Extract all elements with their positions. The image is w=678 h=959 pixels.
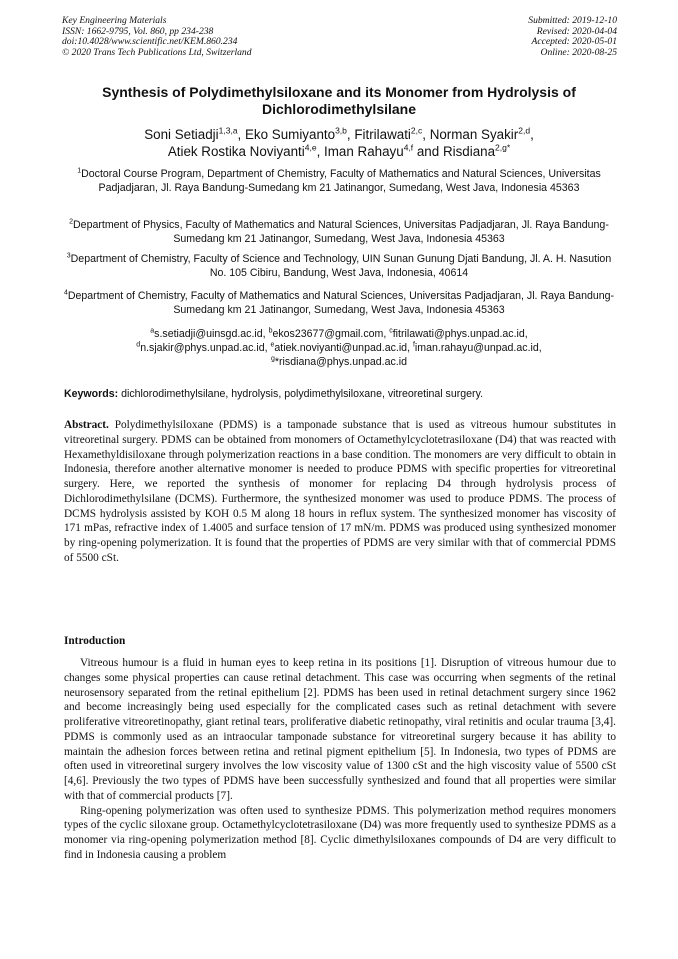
affiliation-1: [58, 168, 620, 195]
author: Fitrilawati$^{2,c}$,: [354, 125, 430, 142]
date-submitted: Submitted: 2019-12-10: [528, 15, 617, 26]
affiliation-number: 4: [63, 289, 68, 297]
author: Soni Setiadji$^{1,3,a}$,: [144, 125, 245, 142]
date-accepted: Accepted: 2020-05-01: [531, 36, 617, 48]
affiliation-text: Department of Chemistry, Faculty of Science and Technology, UIN Sunan Gunung Djati Bandung, Jl. A. H. Nasution No. 105 Cibiru, Bandung, West Java, Indonesia, 40614: [70, 253, 612, 279]
email-line: $^d$n.sjakir@phys.unpad.ac.id, $^e$atiek.noviyanti@unpad.ac.id, $^f$iman.rahayu@unpad.ac.id,: [136, 341, 542, 354]
affiliation-number: 3: [66, 252, 71, 260]
author-affiliation-mark: 2,g*: [495, 142, 511, 153]
keywords: [64, 388, 620, 401]
affiliation-3: [58, 253, 620, 280]
email-line: $^g$*risdiana@phys.unpad.ac.id: [271, 355, 407, 368]
date-revised: Revised: 2020-04-04: [536, 25, 617, 37]
email-line: $^a$s.setiadji@uinsgd.ac.id, $^b$ekos23677@gmail.com, $^c$fitrilawati@phys.unpad.ac.id,: [150, 327, 528, 340]
publication-dates: [528, 16, 617, 58]
journal-issn: ISSN: 1662-9795, Vol. 860, pp 234-238: [62, 25, 214, 37]
author: Atiek Rostika Noviyanti$^{4,e}$,: [167, 142, 325, 159]
keywords-label: Keywords:: [64, 388, 119, 400]
email-link[interactable]: atiek.noviyanti@unpad.ac.id: [274, 342, 408, 354]
author-affiliation-mark: 2,d: [518, 125, 531, 136]
author-name: Risdiana: [442, 144, 496, 159]
section-heading-introduction: Introduction: [64, 635, 126, 647]
affiliation-text: Doctoral Course Program, Department of Chemistry, Faculty of Mathematics and Natural Sciences, Universitas Padjadjaran, Jl. Raya Bandung-Sumedang km 21 Jatinangor, Sumedang, West Java, Indonesia 45363: [81, 168, 601, 194]
author-list: [50, 126, 628, 160]
affiliation-number: 1: [77, 167, 82, 175]
keywords-text: dichlorodimethylsilane, hydrolysis, polydimethylsiloxane, vitreoretinal surgery.: [121, 388, 484, 400]
author-affiliation-mark: 1,3,a: [218, 125, 238, 136]
author: Norman Syakir$^{2,d}$,: [429, 125, 534, 142]
journal-info: [62, 16, 252, 58]
author-name: Atiek Rostika Noviyanti: [167, 144, 305, 159]
author: Eko Sumiyanto$^{3,b}$,: [245, 125, 355, 142]
affiliation-text: Department of Physics, Faculty of Mathematics and Natural Sciences, Universitas Padjadjaran, Jl. Raya Bandung-Sumedang km 21 Jatinangor, Sumedang, West Java, Indonesia 45363: [73, 219, 609, 245]
paragraph: Vitreous humour is a fluid in human eyes to keep retina in its positions [1]. Disruption of vitreous humour due to changes some physical properties can cause retinal detachment. This case was occurring when segments of the retinal neurosensory separated from the retinal epithelium [2]. PDMS has been used in retinal detachment surgery since 1962 and become increasingly being used especially for the complicated cases such as retinal detachment with severe proliferative vitreoretinopathy, giant retinal tears, proliferative diabetic retinopathy, viral retinitis and ocular trauma [3,4]. PDMS is commonly used as an intraocular tamponade substance for vitreoretinal surgery because it has ability to maintain the adhesion forces between retina and retinal pigment epithelium [5]. In Indonesia, two types of PDMS are often used in vitreoretinal surgery involves the low viscosity value of 1300 cSt and the high viscosity value of 5500 cSt [4,6]. Previously the two types of PDMS have been successfully synthesized and found that all properties were similar with that of commercial products [7].: [64, 657, 616, 802]
author: Iman Rahayu$^{4,f}$ and: [324, 142, 443, 159]
abstract-label: Abstract.: [64, 419, 109, 431]
affiliation-number: 2: [69, 218, 74, 226]
paragraph: Ring-opening polymerization was often used to synthesize PDMS. This polymerization method requires monomers types of the cyclic siloxane group. Octamethylcyclotetrasiloxane (D4) was more frequently used to synthesize PDMS as a monomer via ring-opening polymerization method [8]. Cyclic dimethylsiloxanes compounds of D4 are very difficult to find in Indonesia causing a problem: [64, 804, 616, 861]
email-link[interactable]: iman.rahayu@unpad.ac.id: [414, 342, 539, 354]
affiliation-2: [58, 219, 620, 246]
author-name: Norman Syakir: [429, 127, 519, 142]
author: [443, 144, 510, 159]
author-affiliation-mark: 4,e: [304, 142, 317, 153]
author-name: Soni Setiadji: [144, 127, 219, 142]
author-name: Eko Sumiyanto: [245, 127, 336, 142]
abstract-text: Polydimethylsiloxane (PDMS) is a tamponade substance that is used as vitreous humour substitutes in vitreoretinal surgery. PDMS can be obtained from monomers of Octamethylcyclotetrasiloxane (D4) that was reacted with Hexamethyldisiloxane through polymerization reactions in a base condition. The monomers are very difficult to obtain in Indonesia, therefore another alternative monomer is needed to produce PDMS with specific properties for vitreoretinal surgery. Here, we reported the synthesis of monomer for replacing D4 through hydrolysis process of Dichlorodimethylsilane (DCMS). Furthermore, the synthesized monomer was used to produce PDMS. The process of DCMS hydrolysis assisted by KOH 0.5 M along 18 hours in reflux system. The synthesized monomer has viscosity of 171 mPas, refractive index of 1.4005 and surface tension of 17 mN/m. PDMS was produced using synthesized monomer by ring-opening polymerization. It is found that the properties of PDMS are very similar with that of commercial PDMS of 5500 cSt.: [64, 419, 617, 564]
email-link[interactable]: *risdiana@phys.unpad.ac.id: [274, 356, 407, 368]
affiliation-text: Department of Chemistry, Faculty of Mathematics and Natural Sciences, Universitas Padjadjaran, Jl. Raya Bandung-Sumedang km 21 Jatinangor, Sumedang, West Java, Indonesia 45363: [67, 290, 615, 316]
email-link[interactable]: ekos23677@gmail.com: [272, 328, 384, 340]
author-name: Iman Rahayu: [324, 144, 404, 159]
journal-copyright: © 2020 Trans Tech Publications Ltd, Switzerland: [62, 46, 252, 58]
journal-name: Key Engineering Materials: [62, 15, 167, 26]
email-list: [58, 327, 620, 369]
email-link[interactable]: s.setiadji@uinsgd.ac.id: [154, 328, 263, 340]
author-affiliation-mark: 2,c: [410, 125, 423, 136]
paper-title: Synthesis of Polydimethylsiloxane and its Monomer from Hydrolysis of Dichlorodimethylsilane: [102, 84, 576, 117]
email-link[interactable]: n.sjakir@phys.unpad.ac.id: [140, 342, 265, 354]
author-affiliation-mark: 4,f: [403, 142, 414, 153]
email-link[interactable]: fitrilawati@phys.unpad.ac.id: [392, 328, 525, 340]
journal-doi: doi:10.4028/www.scientific.net/KEM.860.234: [62, 36, 238, 48]
author-name: Fitrilawati: [354, 127, 411, 142]
abstract: [64, 418, 616, 566]
introduction-body: [64, 656, 616, 863]
date-online: Online: 2020-08-25: [540, 46, 617, 58]
author-affiliation-mark: 3,b: [335, 125, 347, 136]
affiliation-4: [58, 290, 620, 317]
